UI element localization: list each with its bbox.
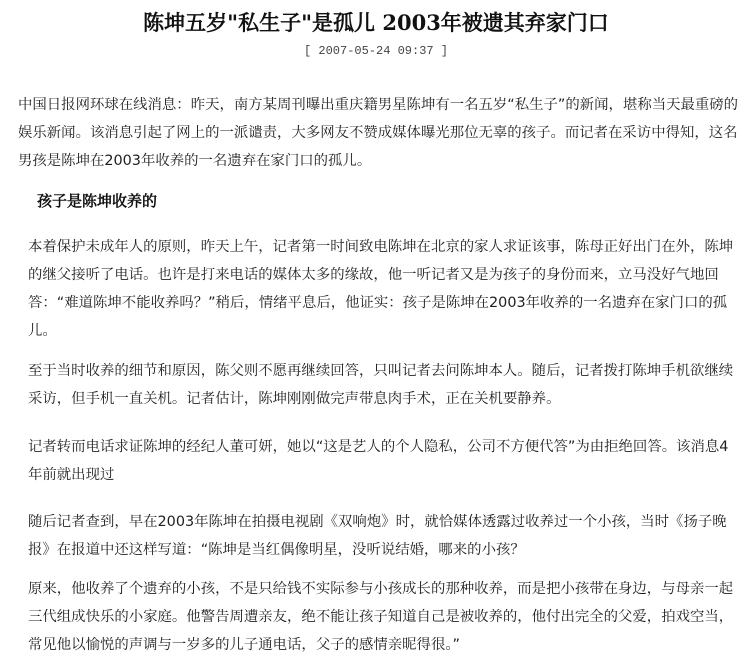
- paragraph-2: 本着保护未成年人的原则，昨天上午，记者第一时间致电陈坤在北京的家人求证该事，陈母正好出门在外，陈坤的继父接听了电话。也许是打来电话的媒体太多的缘故，他一听记者又是为孩子的身份而来，立马没好气地回答：“难道陈坤不能收养吗？”稍后，情绪平息后，他证实：孩子是陈坤在2003年收养的一名遗弃在家门口的孤儿。: [28, 239, 734, 339]
- section-subheading: 孩子是陈坤收养的: [37, 192, 158, 210]
- paragraph-6: 原来，他收养了个遗弃的小孩，不是只给钱不实际参与小孩成长的那种收养，而是把小孩带在身边，与母亲一起三代组成快乐的小家庭。他警告周遭亲友，绝不能让孩子知道自己是被收养的，他付出完全的父爱，拍戏空当，常见他以愉悦的声调与一岁多的儿子通电话，父子的感情亲昵得很。”: [28, 581, 734, 653]
- paragraph-3: 至于当时收养的细节和原因，陈父则不愿再继续回答，只叫记者去问陈坤本人。随后，记者拨打陈坤手机欲继续采访，但手机一直关机。记者估计，陈坤刚刚做完声带息肉手术，正在关机要静养。: [28, 363, 734, 407]
- article-title: 陈坤五岁"私生子"是孤儿 2003年被遗其弃家门口: [143, 10, 609, 35]
- paragraph-intro: 中国日报网环球在线消息：昨天，南方某周刊曝出重庆籍男星陈坤有一名五岁“私生子”的新闻，堪称当天最重磅的娱乐新闻。该消息引起了网上的一派谴责，大多网友不赞成媒体曝光那位无辜的孩子。而记者在采访中得知，这名男孩是陈坤在2003年收养的一名遗弃在家门口的孤儿。: [18, 97, 739, 169]
- paragraph-4: 记者转而电话求证陈坤的经纪人董可妍，她以“这是艺人的个人隐私，公司不方便代答”为由拒绝回答。该消息4年前就出现过: [28, 439, 729, 483]
- article-date: [ 2007-05-24 09:37 ]: [303, 44, 449, 58]
- paragraph-5: 随后记者查到，早在2003年陈坤在拍摄电视剧《双响炮》时，就恰媒体透露过收养过一个小孩，当时《扬子晚报》在报道中还这样写道：“陈坤是当红偶像明星，没听说结婚，哪来的小孩？: [28, 514, 727, 558]
